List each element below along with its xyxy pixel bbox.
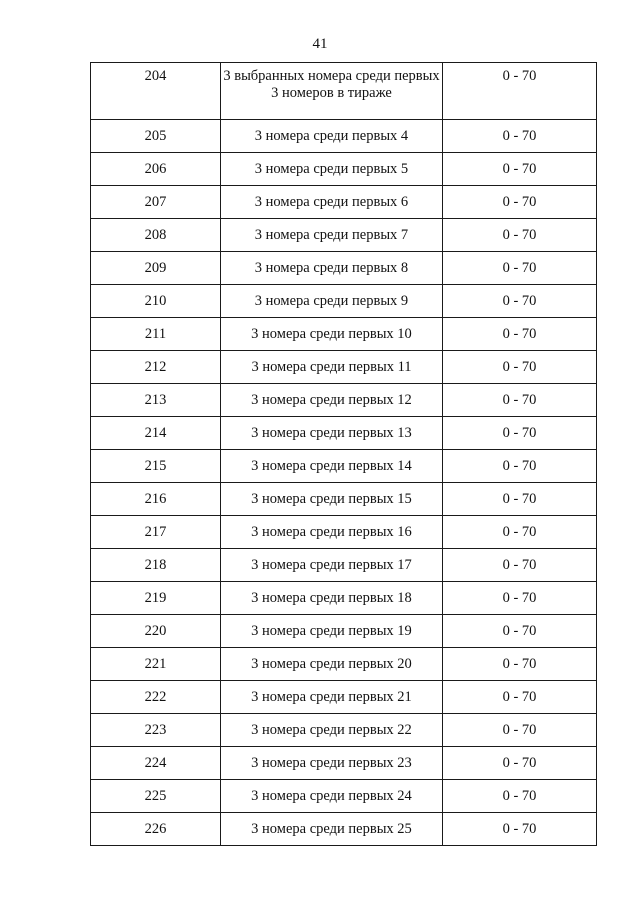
description-cell: 3 номера среди первых 18 — [221, 582, 443, 615]
description-cell: 3 номера среди первых 11 — [221, 351, 443, 384]
code-cell: 218 — [91, 549, 221, 582]
table-row — [91, 384, 597, 417]
code-cell: 224 — [91, 747, 221, 780]
table-body — [91, 63, 597, 846]
code-cell: 221 — [91, 648, 221, 681]
code-cell: 211 — [91, 318, 221, 351]
description-cell: 3 номера среди первых 5 — [221, 153, 443, 186]
table-row — [91, 648, 597, 681]
description-cell: 3 номера среди первых 6 — [221, 186, 443, 219]
code-cell: 207 — [91, 186, 221, 219]
description-cell: 3 номера среди первых 9 — [221, 285, 443, 318]
code-cell: 205 — [91, 120, 221, 153]
code-cell: 206 — [91, 153, 221, 186]
table-row — [91, 120, 597, 153]
table-row — [91, 582, 597, 615]
code-cell: 212 — [91, 351, 221, 384]
table-row — [91, 285, 597, 318]
table-row — [91, 615, 597, 648]
code-cell: 219 — [91, 582, 221, 615]
range-cell: 0 - 70 — [443, 120, 597, 153]
code-cell: 223 — [91, 714, 221, 747]
table-row — [91, 252, 597, 285]
code-cell: 220 — [91, 615, 221, 648]
description-cell: 3 номера среди первых 21 — [221, 681, 443, 714]
table-row — [91, 681, 597, 714]
table-row — [91, 549, 597, 582]
description-cell: 3 номера среди первых 8 — [221, 252, 443, 285]
code-cell: 213 — [91, 384, 221, 417]
page-number: 41 — [312, 36, 328, 52]
description-cell: 3 номера среди первых 15 — [221, 483, 443, 516]
range-cell: 0 - 70 — [443, 351, 597, 384]
range-cell: 0 - 70 — [443, 483, 597, 516]
range-cell: 0 - 70 — [443, 384, 597, 417]
table-row — [91, 813, 597, 846]
description-cell: 3 номера среди первых 20 — [221, 648, 443, 681]
table-row — [91, 714, 597, 747]
description-cell: 3 номера среди первых 4 — [221, 120, 443, 153]
range-cell: 0 - 70 — [443, 318, 597, 351]
code-cell: 222 — [91, 681, 221, 714]
code-cell: 214 — [91, 417, 221, 450]
code-cell: 210 — [91, 285, 221, 318]
description-cell: 3 номера среди первых 12 — [221, 384, 443, 417]
range-cell: 0 - 70 — [443, 153, 597, 186]
code-cell: 226 — [91, 813, 221, 846]
table-row — [91, 318, 597, 351]
description-cell: 3 номера среди первых 13 — [221, 417, 443, 450]
description-cell: 3 номера среди первых 17 — [221, 549, 443, 582]
table-row — [91, 186, 597, 219]
description-cell: 3 номера среди первых 16 — [221, 516, 443, 549]
range-cell: 0 - 70 — [443, 582, 597, 615]
table-row — [91, 483, 597, 516]
table-row — [91, 63, 597, 120]
table-row — [91, 516, 597, 549]
description-cell: 3 номера среди первых 23 — [221, 747, 443, 780]
range-cell: 0 - 70 — [443, 186, 597, 219]
range-cell: 0 - 70 — [443, 681, 597, 714]
table-row — [91, 450, 597, 483]
code-cell: 208 — [91, 219, 221, 252]
code-cell: 217 — [91, 516, 221, 549]
range-cell: 0 - 70 — [443, 747, 597, 780]
code-cell: 209 — [91, 252, 221, 285]
table-row — [91, 417, 597, 450]
code-cell: 204 — [91, 63, 221, 120]
range-cell: 0 - 70 — [443, 219, 597, 252]
code-cell: 216 — [91, 483, 221, 516]
description-cell: 3 номера среди первых 25 — [221, 813, 443, 846]
range-cell: 0 - 70 — [443, 516, 597, 549]
table-row — [91, 153, 597, 186]
range-cell: 0 - 70 — [443, 714, 597, 747]
description-cell: 3 номера среди первых 10 — [221, 318, 443, 351]
table-row — [91, 219, 597, 252]
range-cell: 0 - 70 — [443, 549, 597, 582]
description-cell: 3 номера среди первых 14 — [221, 450, 443, 483]
description-cell: 3 выбранных номера среди первых 3 номеров в тираже — [221, 63, 443, 120]
description-cell: 3 номера среди первых 7 — [221, 219, 443, 252]
range-cell: 0 - 70 — [443, 417, 597, 450]
range-cell: 0 - 70 — [443, 252, 597, 285]
description-cell: 3 номера среди первых 19 — [221, 615, 443, 648]
range-cell: 0 - 70 — [443, 285, 597, 318]
table-row — [91, 351, 597, 384]
table-row — [91, 747, 597, 780]
code-cell: 225 — [91, 780, 221, 813]
description-cell: 3 номера среди первых 22 — [221, 714, 443, 747]
range-cell: 0 - 70 — [443, 63, 597, 120]
data-table — [90, 62, 597, 846]
table-row — [91, 780, 597, 813]
range-cell: 0 - 70 — [443, 813, 597, 846]
range-cell: 0 - 70 — [443, 450, 597, 483]
code-cell: 215 — [91, 450, 221, 483]
range-cell: 0 - 70 — [443, 648, 597, 681]
range-cell: 0 - 70 — [443, 780, 597, 813]
range-cell: 0 - 70 — [443, 615, 597, 648]
description-cell: 3 номера среди первых 24 — [221, 780, 443, 813]
